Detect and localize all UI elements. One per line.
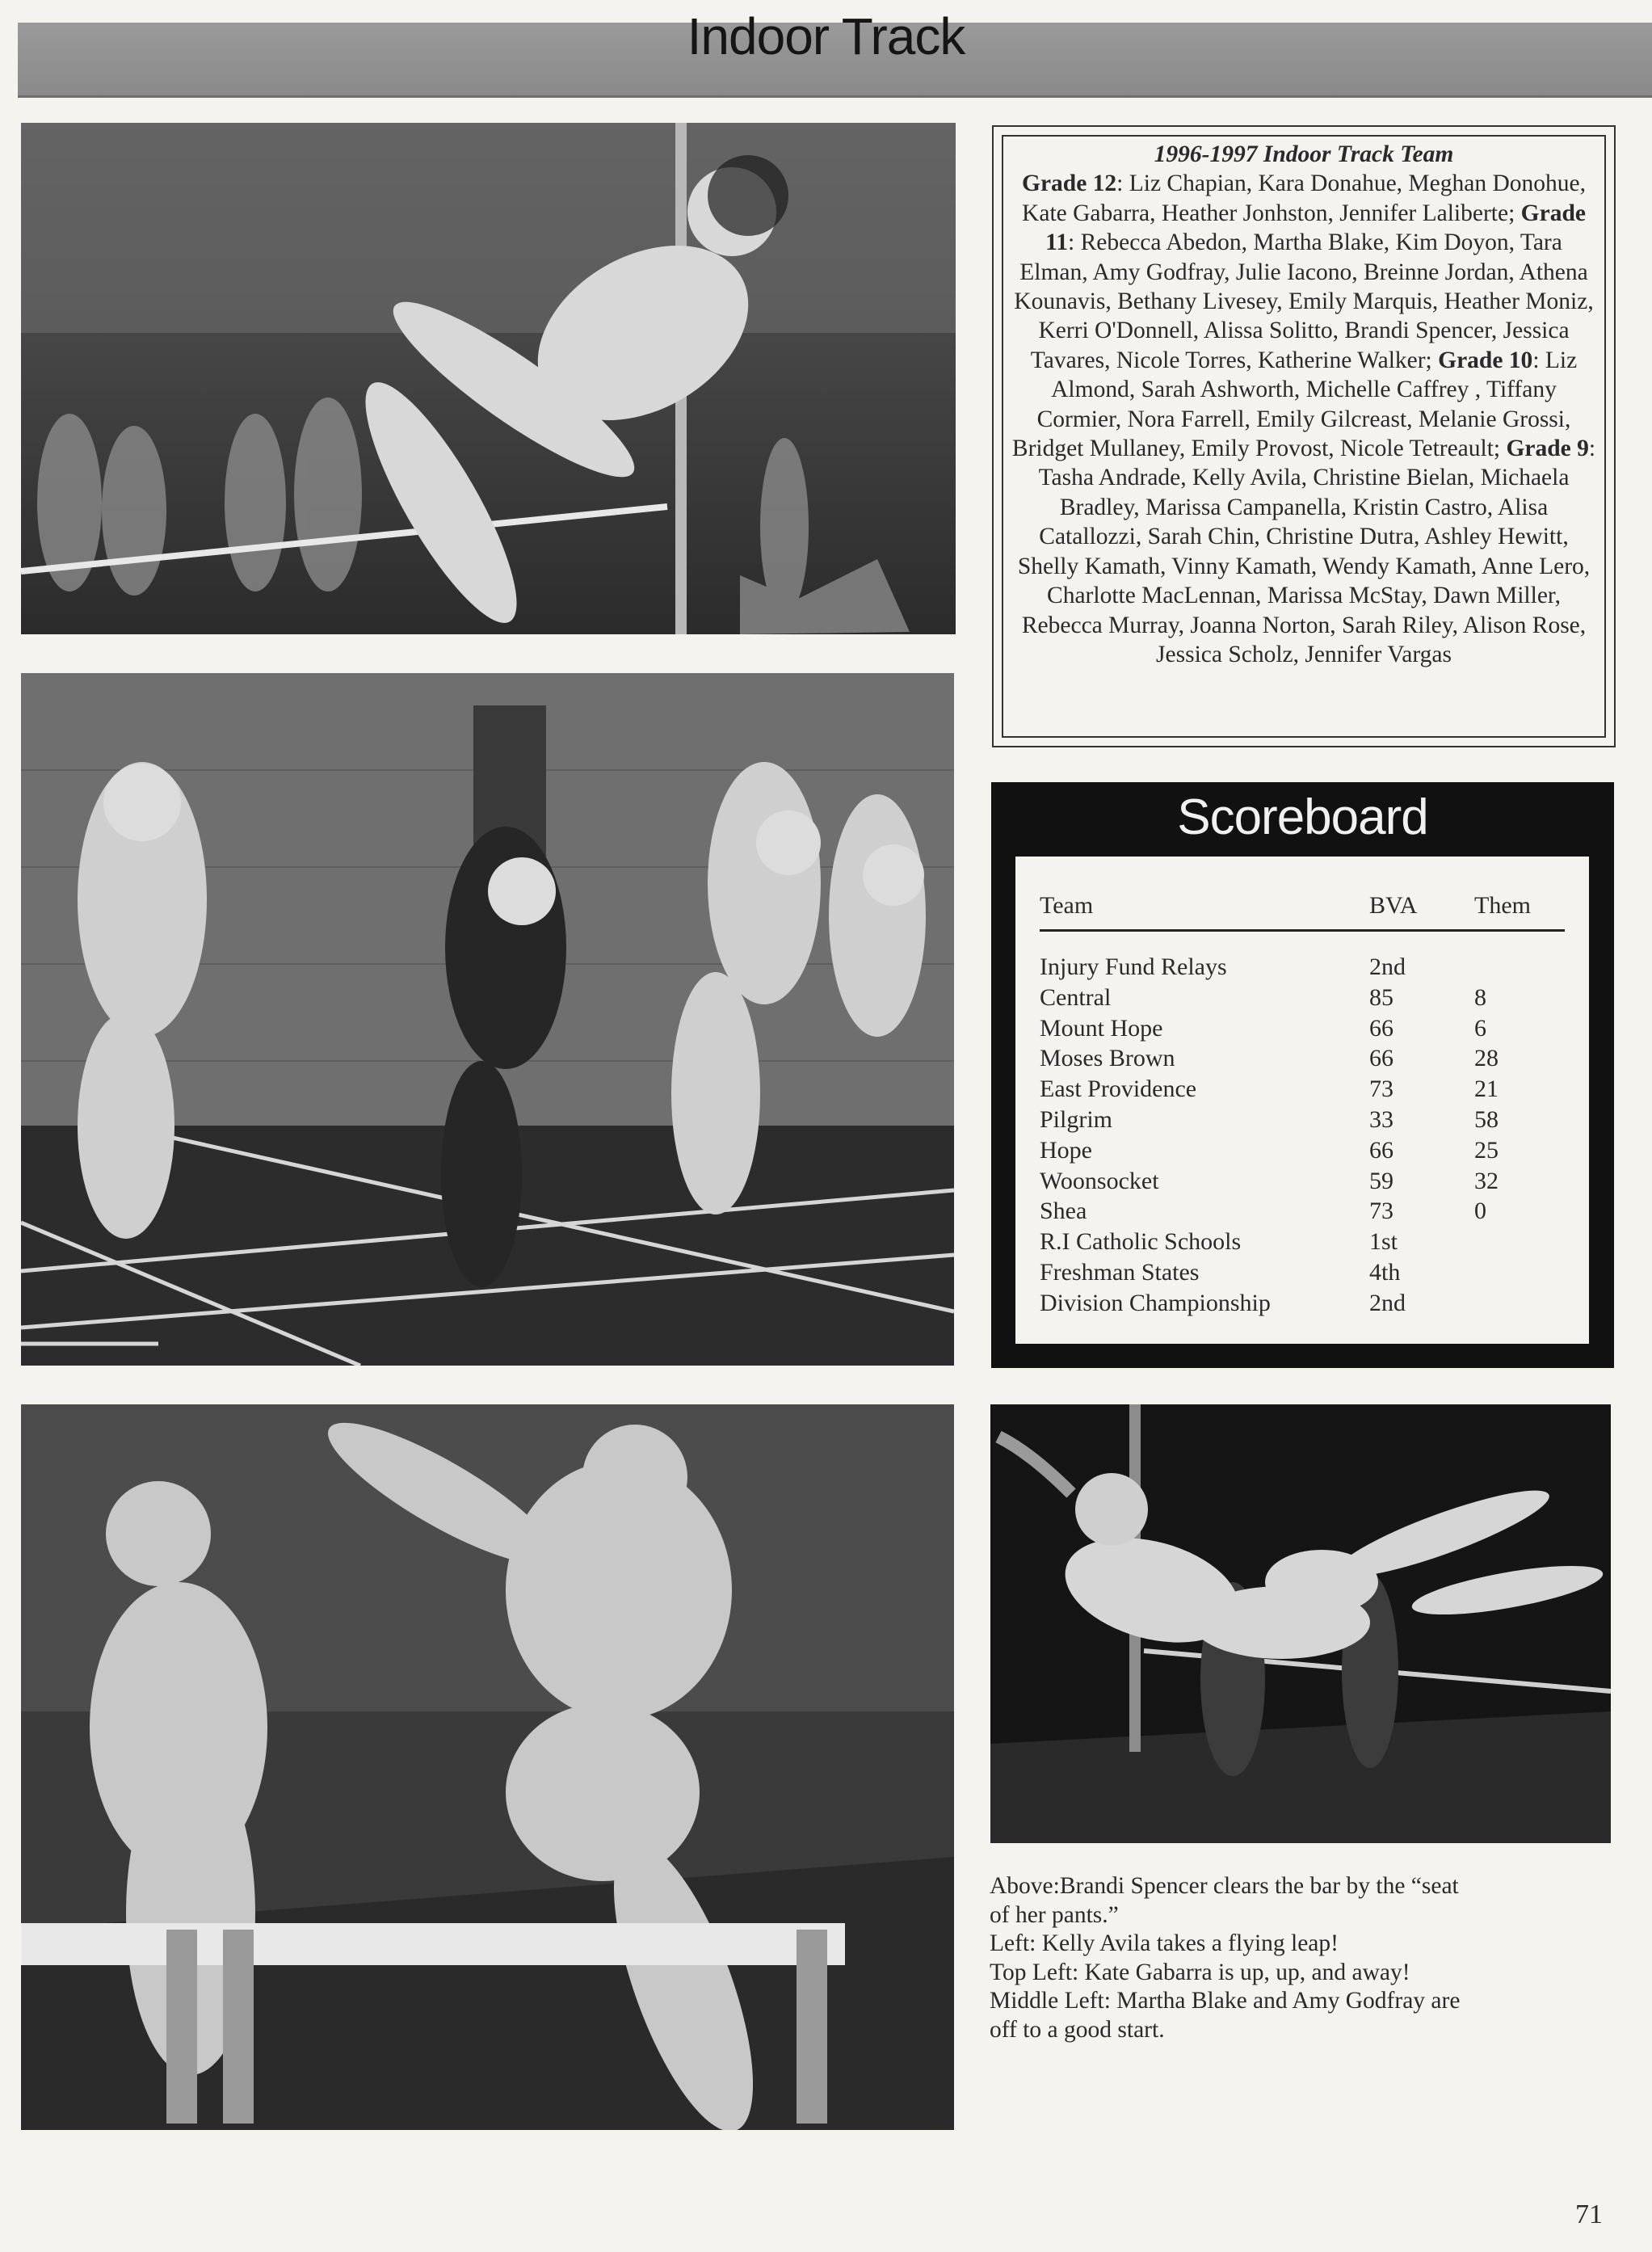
grade-9-names: : Tasha Andrade, Kelly Avila, Christine Bielan, Michaela Bradley, Marissa Campanella, Kristin Castro, Alisa Catallozzi, Sarah Chin, Christine Dutra, Ashley Hewitt, Shelly Kamath, Vinny Kamath, Wendy Kamath, Anne Lero, Charlotte MacLennan, Marissa McStay, Dawn Miller, Rebecca Murray, Joanna Norton, Sarah Riley, Alison Rose, Jessica Scholz, Jennifer Vargas — [1017, 436, 1596, 667]
table-row — [1040, 1074, 1565, 1105]
page-title: Indoor Track — [687, 7, 965, 65]
high-jump-seat-photo — [990, 1404, 1611, 1843]
row-them: 6 — [1474, 1014, 1486, 1042]
table-row — [1040, 983, 1565, 1013]
roster-title: 1996-1997 Indoor Track Team — [1154, 141, 1454, 167]
row-team: Pilgrim — [1040, 1105, 1113, 1133]
table-row — [1040, 1196, 1565, 1227]
row-team: Woonsocket — [1040, 1167, 1159, 1194]
row-team: Central — [1040, 983, 1112, 1011]
score-table — [1015, 857, 1589, 1344]
row-them: 0 — [1474, 1198, 1486, 1225]
row-bva: 59 — [1369, 1167, 1393, 1194]
column-header-them: Them — [1474, 892, 1531, 919]
table-row — [1040, 1257, 1565, 1288]
table-row — [1040, 1288, 1565, 1319]
grade-11-label: Grade 11 — [1045, 200, 1586, 256]
scoreboard — [991, 782, 1614, 1368]
caption-line: Above:Brandi Spencer clears the bar by the “seat — [990, 1873, 1459, 1899]
row-team: Freshman States — [1040, 1258, 1200, 1286]
score-table-header — [1040, 892, 1565, 932]
row-team: Division Championship — [1040, 1289, 1271, 1316]
grade-10-label: Grade 10 — [1438, 347, 1533, 373]
row-bva: 66 — [1369, 1136, 1393, 1164]
column-header-bva: BVA — [1369, 892, 1418, 919]
row-them: 58 — [1474, 1105, 1499, 1133]
grade-10-names: : Liz Almond, Sarah Ashworth, Michelle Caffrey , Tiffany Cormier, Nora Farrell, Emily Gilcreast, Melanie Grossi, Bridget Mullaney, Emily Provost, Nicole Tetreault; — [1011, 347, 1578, 462]
row-team: Hope — [1040, 1136, 1092, 1164]
row-team: R.I Catholic Schools — [1040, 1228, 1242, 1256]
row-them: 25 — [1474, 1136, 1499, 1164]
row-team: Shea — [1040, 1198, 1087, 1225]
table-row — [1040, 1135, 1565, 1166]
row-them: 32 — [1474, 1167, 1499, 1194]
row-team: East Providence — [1040, 1075, 1197, 1103]
page-number: 71 — [1575, 2199, 1603, 2229]
row-bva: 66 — [1369, 1045, 1393, 1072]
photo-caption — [990, 1872, 1555, 2044]
caption-line: of her pants.” — [990, 1901, 1119, 1928]
table-row — [1040, 1166, 1565, 1197]
sprint-start-photo — [21, 673, 954, 1366]
row-them: 8 — [1474, 983, 1486, 1011]
high-jump-photo — [21, 123, 956, 634]
roster-text — [1011, 140, 1596, 669]
row-bva: 2nd — [1369, 1289, 1406, 1316]
grade-11-names: : Rebecca Abedon, Martha Blake, Kim Doyon, Tara Elman, Amy Godfray, Julie Iacono, Breinne Jordan, Athena Kounavis, Bethany Livesey, Emily Marquis, Heather Moniz, Kerri O'Donnell, Alissa Solitto, Brandi Spencer, Jessica Tavares, Nicole Torres, Katherine Walker; — [1014, 229, 1594, 373]
grade-9-label: Grade 9 — [1506, 436, 1589, 462]
row-them: 28 — [1474, 1045, 1499, 1072]
row-bva: 1st — [1369, 1228, 1398, 1256]
caption-line: Left: Kelly Avila takes a flying leap! — [990, 1930, 1339, 1956]
roster-box — [992, 125, 1616, 747]
row-team: Mount Hope — [1040, 1014, 1163, 1042]
caption-line: off to a good start. — [990, 2016, 1165, 2043]
row-them: 21 — [1474, 1075, 1499, 1103]
row-bva: 66 — [1369, 1014, 1393, 1042]
row-team: Injury Fund Relays — [1040, 953, 1227, 980]
hurdles-photo — [21, 1404, 954, 2130]
row-bva: 85 — [1369, 983, 1393, 1011]
row-bva: 73 — [1369, 1198, 1393, 1225]
table-row — [1040, 1105, 1565, 1135]
table-row — [1040, 1227, 1565, 1257]
scoreboard-title: Scoreboard — [1177, 789, 1428, 845]
row-team: Moses Brown — [1040, 1045, 1175, 1072]
grade-12-names: : Liz Chapian, Kara Donahue, Meghan Donohue, Kate Gabarra, Heather Jonhston, Jennifer Laliberte; — [1022, 170, 1586, 226]
table-row — [1040, 1013, 1565, 1044]
score-rows — [1040, 952, 1565, 1319]
row-bva: 2nd — [1369, 953, 1406, 980]
row-bva: 4th — [1369, 1258, 1401, 1286]
row-bva: 73 — [1369, 1075, 1393, 1103]
table-row — [1040, 1043, 1565, 1074]
row-bva: 33 — [1369, 1105, 1393, 1133]
table-row — [1040, 952, 1565, 983]
caption-line: Top Left: Kate Gabarra is up, up, and away! — [990, 1959, 1410, 1985]
caption-line: Middle Left: Martha Blake and Amy Godfray are — [990, 1988, 1461, 2014]
grade-12-label: Grade 12 — [1022, 170, 1117, 197]
column-header-team: Team — [1040, 892, 1094, 919]
